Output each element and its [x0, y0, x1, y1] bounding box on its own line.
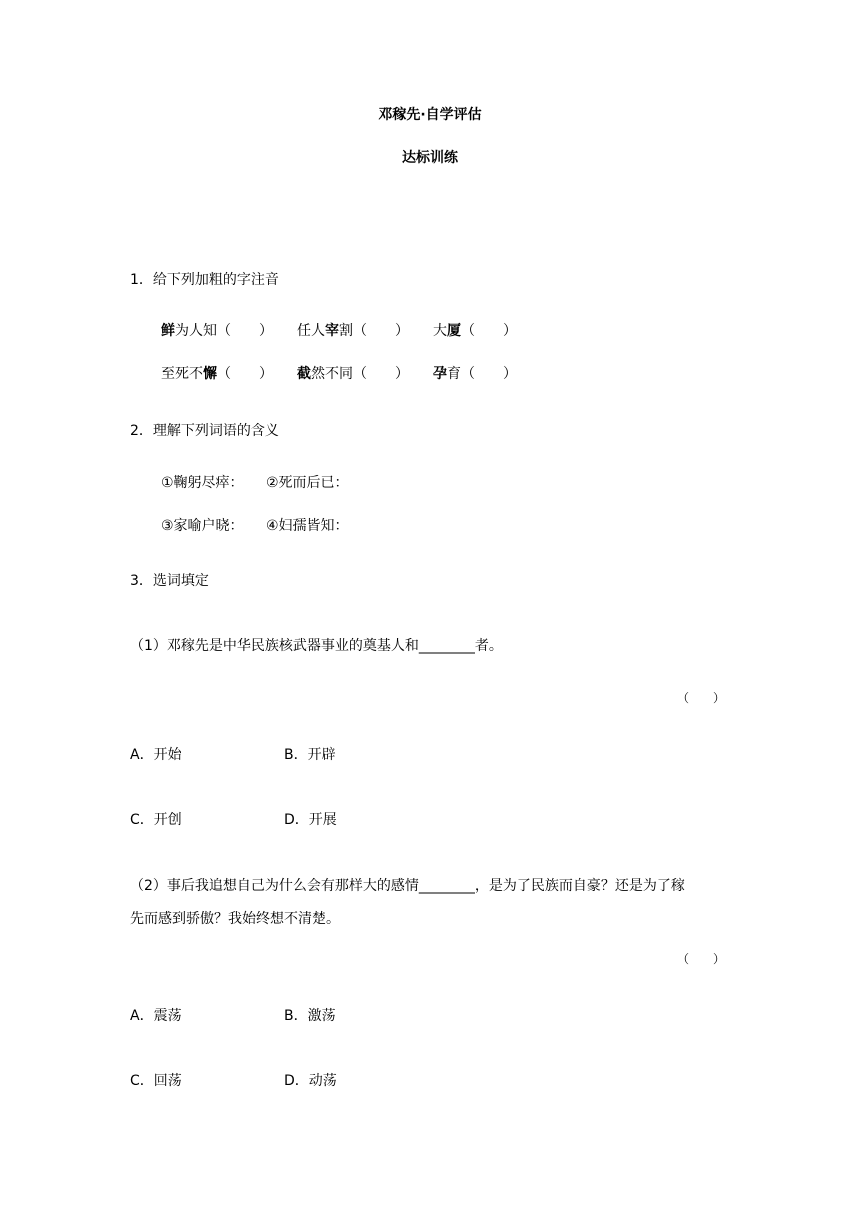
bold-char: 懈 [203, 366, 217, 382]
bold-char: 截 [297, 366, 311, 382]
question-3-heading: 3．选词填定 [130, 573, 209, 589]
q1-item-4: 至死不懈（ ） [161, 366, 273, 382]
answer-blank: （ ） [353, 323, 409, 339]
answer-blank: （ ） [217, 323, 273, 339]
bold-char: 鲜 [161, 323, 175, 339]
question-1-heading: 1．给下列加粗的字注音 [130, 272, 279, 288]
q3-sub1-option-c: C．开创 [130, 812, 182, 828]
q3-sub2-option-b: B．激荡 [284, 1008, 336, 1024]
q3-sub1-answer-blank: （ ） [677, 691, 726, 705]
bold-char: 厦 [447, 323, 461, 339]
answer-blank: （ ） [461, 323, 517, 339]
q3-sub1-option-a: A．开始 [130, 747, 182, 763]
q3-sub1-option-d: D．开展 [284, 812, 337, 828]
question-2-heading: 2．理解下列词语的含义 [130, 423, 279, 439]
document-subtitle: 达标训练 [402, 150, 458, 166]
q1-item-5: 截然不同（ ） [297, 366, 409, 382]
q3-sub2-option-d: D．动荡 [284, 1073, 337, 1089]
q1-item-2: 任人宰割（ ） [297, 323, 409, 339]
q3-sub1-text: （1）邓稼先是中华民族核武器事业的奠基人和________者。 [130, 638, 503, 654]
q3-sub1-option-b: B．开辟 [284, 747, 336, 763]
q3-sub2-answer-blank: （ ） [677, 952, 726, 966]
q3-sub2-line-1: （2）事后我追想自己为什么会有那样大的感情________，是为了民族而自豪？还是为了稼 [130, 878, 685, 894]
bold-char: 宰 [325, 323, 339, 339]
q1-item-6: 孕育（ ） [433, 366, 517, 382]
answer-blank: （ ） [353, 366, 409, 382]
q2-term-4: ④妇孺皆知： [266, 518, 349, 534]
answer-blank: （ ） [217, 366, 273, 382]
q3-sub2-option-c: C．回荡 [130, 1073, 182, 1089]
q2-term-3: ③家喻户晓： [161, 518, 244, 534]
q3-sub2-option-a: A．震荡 [130, 1008, 182, 1024]
q3-sub2-line-2: 先而感到骄傲？我始终想不清楚。 [130, 911, 340, 927]
bold-char: 孕 [433, 366, 447, 382]
document-title: 邓稼先·自学评估 [378, 107, 482, 123]
q1-item-3: 大厦（ ） [433, 323, 517, 339]
answer-blank: （ ） [461, 366, 517, 382]
q2-term-1: ①鞠躬尽瘁： [161, 475, 244, 491]
q1-item-1: 鲜为人知（ ） [161, 323, 273, 339]
q2-term-2: ②死而后已： [266, 475, 349, 491]
